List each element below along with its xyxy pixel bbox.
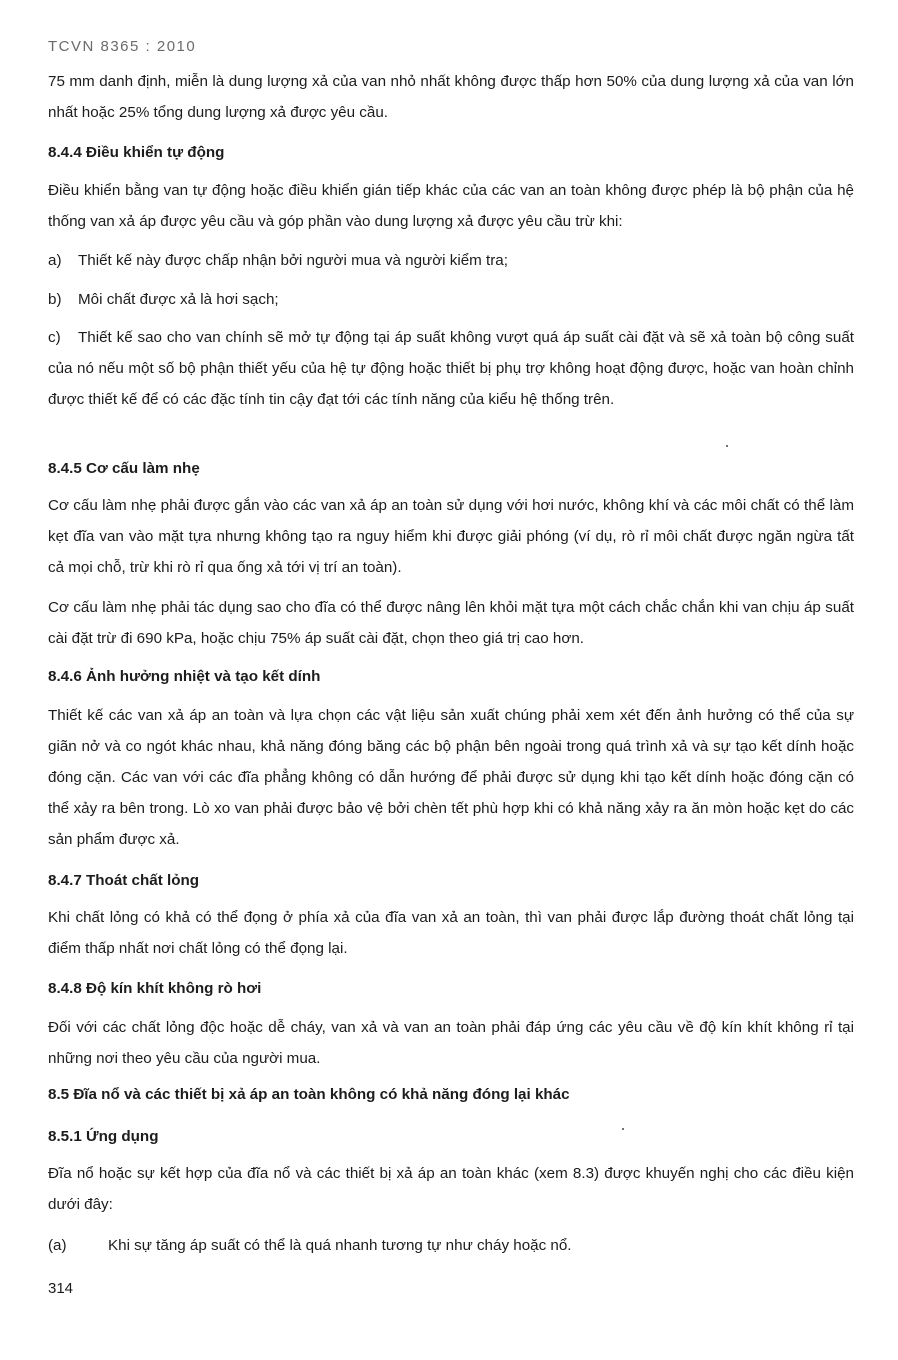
list-marker-b: b) [48, 291, 62, 308]
heading-8-4-4: 8.4.4 Điều khiển tự động [48, 144, 225, 161]
page-number: 314 [48, 1280, 74, 1297]
list-marker-a: a) [48, 252, 62, 269]
list-item-c [48, 322, 854, 415]
paragraph-8-4-6: Thiết kế các van xả áp an toàn và lựa chọn các vật liệu sản xuất chúng phải xem xét đến ảnh hưởng có thể của sự giãn nở và co ngót khác nhau, khả năng đóng băng các bộ phận bên ngoài trong quá trình xả và sự tạo kết dính hoặc đóng cặn. Các van với các đĩa phẳng không có dẫn hướng để phải được sử dụng khi tạo kết dính hoặc đóng cặn có thể xảy ra bên trong. Lò xo van phải được bảo vệ bởi chèn tết phù hợp khi có khả năng xảy ra ăn mòn hoặc kẹt do các sản phẩm được xả. [48, 707, 854, 848]
heading-8-4-6: 8.4.6 Ảnh hưởng nhiệt và tạo kết dính [48, 668, 321, 685]
heading-8-4-8: 8.4.8 Độ kín khít không rò hơi [48, 980, 262, 997]
list-item-paren-a [48, 1230, 572, 1261]
list-text-b: Môi chất được xả là hơi sạch; [78, 291, 279, 308]
list-item-a [48, 245, 854, 276]
paragraph-8-4-4: Điều khiển bằng van tự động hoặc điều khiển gián tiếp khác của các van an toàn không được phép là bộ phận của hệ thống van xả áp được yêu cầu và góp phần vào dung lượng xả được yêu cầu trừ khi: [48, 182, 854, 230]
standard-header: TCVN 8365 : 2010 [48, 38, 197, 55]
heading-8-5: 8.5 Đĩa nổ và các thiết bị xả áp an toàn không có khả năng đóng lại khác [48, 1086, 570, 1103]
heading-8-5-1: 8.5.1 Ứng dụng [48, 1128, 159, 1145]
heading-8-4-7: 8.4.7 Thoát chất lỏng [48, 872, 200, 889]
paragraph-8-5-1: Đĩa nổ hoặc sự kết hợp của đĩa nổ và các thiết bị xả áp an toàn khác (xem 8.3) được khuyến nghị cho các điều kiện dưới đây: [48, 1165, 854, 1213]
paragraph-8-4-8: Đối với các chất lỏng độc hoặc dễ cháy, van xả và van an toàn phải đáp ứng các yêu cầu về độ kín khít không rỉ tại những nơi theo yêu cầu của người mua. [48, 1019, 854, 1067]
list-text-c: Thiết kế sao cho van chính sẽ mở tự động tại áp suất không vượt quá áp suất cài đặt và sẽ xả toàn bộ công suất của nó nếu một số bộ phận thiết yếu của hệ tự động hoặc thiết bị phụ trợ không hoạt động được, hoặc van hoàn chỉnh được thiết kế để có các đặc tính tin cậy đạt tới các tính năng của kiểu hệ thống trên. [48, 329, 854, 408]
paragraph-8-4-7: Khi chất lỏng có khả có thể đọng ở phía xả của đĩa van xả an toàn, thì van phải được lắp đường thoát chất lỏng tại điểm thấp nhất nơi chất lỏng có thể đọng lại. [48, 909, 854, 957]
list-text-a: Thiết kế này được chấp nhận bởi người mua và người kiểm tra; [78, 252, 508, 269]
list-marker-paren-a: (a) [48, 1237, 67, 1254]
paragraph-8-4-5-b: Cơ cấu làm nhẹ phải tác dụng sao cho đĩa có thể được nâng lên khỏi mặt tựa một cách chắc chắn khi van chịu áp suất cài đặt trừ đi 690 kPa, hoặc chịu 75% áp suất cài đặt, chọn theo giá trị cao hơn. [48, 599, 854, 647]
list-text-paren-a: Khi sự tăng áp suất có thể là quá nhanh tương tự như cháy hoặc nổ. [108, 1237, 572, 1254]
list-marker-c: c) [48, 329, 61, 346]
scan-speck [726, 445, 728, 447]
list-item-b [48, 284, 854, 315]
heading-8-4-5: 8.4.5 Cơ cấu làm nhẹ [48, 460, 200, 477]
paragraph-intro: 75 mm danh định, miễn là dung lượng xả của van nhỏ nhất không được thấp hơn 50% của dung lượng xả của van lớn nhất hoặc 25% tổng dung lượng xả được yêu cầu. [48, 73, 854, 121]
scan-speck [622, 1128, 624, 1130]
paragraph-8-4-5-a: Cơ cấu làm nhẹ phải được gắn vào các van xả áp an toàn sử dụng với hơi nước, không khí và các môi chất có thể làm kẹt đĩa van vào mặt tựa nhưng không tạo ra nguy hiểm khi được giải phóng (ví dụ, rò rỉ môi chất được ngăn ngừa tất cả mọi chỗ, trừ khi rò rỉ qua ống xả tới vị trí an toàn). [48, 497, 854, 576]
